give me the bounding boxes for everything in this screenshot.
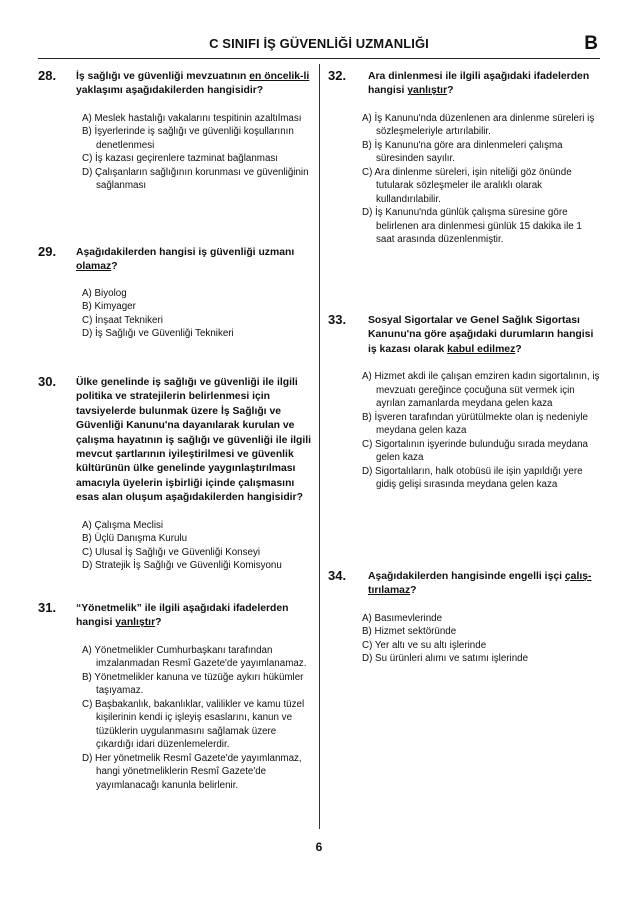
option-b[interactable]: B) Yönetmelikler kanuna ve tüzüğe aykırı hükümler taşıyamaz. xyxy=(82,671,304,697)
question-number: 32. xyxy=(328,68,347,83)
option-a[interactable]: A) İş Kanunu'nda düzenlenen ara dinlenme süreleri iş sözleşmeleriyle artırılabilir. xyxy=(362,112,595,138)
question-number: 29. xyxy=(38,244,57,259)
question-33 xyxy=(328,314,600,492)
option-a[interactable]: A) Meslek hastalığı vakalarını tespitinin azaltılması xyxy=(82,112,302,124)
option-b[interactable]: B) Kimyager xyxy=(82,301,136,313)
option-d[interactable]: D) Stratejik İş Sağlığı ve Güvenliği Komisyonu xyxy=(82,560,282,572)
option-a[interactable]: A) Basımevlerinde xyxy=(362,612,443,624)
option-a[interactable]: A) Hizmet akdi ile çalışan emziren kadın sigortalının, iş mevzuatı gereğince çocuğuna süt vermek için ayrılan zamanlarda meydana gelen kaza xyxy=(362,371,600,410)
options-list xyxy=(82,287,310,341)
option-b[interactable]: B) Hizmet sektöründe xyxy=(362,626,457,638)
option-c[interactable]: C) Yer altı ve su altı işlerinde xyxy=(362,639,487,651)
option-b[interactable]: B) İşyerlerinde iş sağlığı ve güvenliği koşullarının denetlenmesi xyxy=(82,126,294,151)
question-29 xyxy=(38,246,310,341)
options-list xyxy=(82,644,314,793)
option-c[interactable]: C) İnşaat Teknikeri xyxy=(82,314,163,326)
page-number: 6 xyxy=(315,840,323,854)
options-list xyxy=(362,112,600,247)
question-stem: “Yönetmelik” ile ilgili aşağıdaki ifadelerden hangisi yanlıştır? xyxy=(76,603,289,629)
question-32 xyxy=(328,70,600,247)
column-divider xyxy=(319,64,320,829)
option-d[interactable]: D) İş Kanunu'nda günlük çalışma süresine göre belirlenen ara dinlenmesi günlük 15 dakika ile 1 saat arasında düzenlenmiştir. xyxy=(362,207,582,246)
emphasis: kabul edilmez xyxy=(447,343,516,355)
question-stem: Ara dinlenmesi ile ilgili aşağıdaki ifadelerden hangisi yanlıştır? xyxy=(368,71,590,97)
options-list xyxy=(82,112,310,193)
emphasis: olamaz xyxy=(76,261,112,273)
question-stem: Ülke genelinde iş sağlığı ve güvenliği ile ilgili politika ve stratejilerin belirlenmesi için tavsiyelerde bulunmak üzere İş Sağlığı ve Güvenliği Kanunu'na dayanılarak kurulan ve çalışma hayatının iş sağlığı ve güvenliği ile ilgili mevcut şartlarının iyileştirilmesi ve güvenlik kültürünün ülke genelinde yaygınlaştırılması amacıyla üyelerin işbirliği içinde çalışmasını esas alan oluşum aşağıdakilerden hangisidir? xyxy=(76,377,312,504)
option-b[interactable]: B) İşveren tarafından yürütülmekte olan iş nedeniyle meydana gelen kaza xyxy=(362,411,588,437)
emphasis: yanlıştır xyxy=(407,85,448,97)
question-30 xyxy=(38,376,314,573)
option-a[interactable]: A) Yönetmelikler Cumhurbaşkanı tarafından imzalanmadan Resmî Gazete'de yayımlanamaz. xyxy=(82,644,307,670)
question-34 xyxy=(328,570,600,666)
question-number: 33. xyxy=(328,312,347,327)
option-d[interactable]: D) İş Sağlığı ve Güvenliği Teknikeri xyxy=(82,328,234,340)
emphasis: yanlıştır xyxy=(115,617,156,629)
option-c[interactable]: C) Ulusal İş Sağlığı ve Güvenliği Konseyi xyxy=(82,546,261,558)
option-a[interactable]: A) Biyolog xyxy=(82,287,127,299)
option-c[interactable]: C) İş kazası geçirenlere tazminat bağlanması xyxy=(82,153,279,165)
question-31 xyxy=(38,602,314,792)
exam-title: C SINIFI İŞ GÜVENLİĞİ UZMANLIĞI xyxy=(209,36,429,51)
option-d[interactable]: D) Çalışanların sağlığının korunması ve güvenliğinin sağlanması xyxy=(82,166,309,192)
options-list xyxy=(82,519,314,573)
emphasis: en öncelik-li xyxy=(249,71,310,82)
question-28 xyxy=(38,70,310,193)
question-stem: Aşağıdakilerden hangisinde engelli işçi çalış-tırılamaz? xyxy=(368,571,592,597)
option-d[interactable]: D) Sigortalıların, halk otobüsü ile işin yapıldığı yere gidiş gelişi sırasında meydana gelen kaza xyxy=(362,465,583,491)
question-number: 34. xyxy=(328,568,347,583)
header-divider xyxy=(38,58,600,59)
option-d[interactable]: D) Su ürünleri alımı ve satımı işlerinde xyxy=(362,653,529,665)
option-c[interactable]: C) Ara dinlenme süreleri, işin niteliği göz önünde tutularak sözleşmeler ile aralıklı olarak kullandırılabilir. xyxy=(362,166,572,205)
option-a[interactable]: A) Çalışma Meclisi xyxy=(82,519,164,531)
question-number: 30. xyxy=(38,374,57,389)
question-stem: Sosyal Sigortalar ve Genel Sağlık Sigortası Kanunu'na göre aşağıdaki durumların hangisi iş kazası olarak kabul edilmez? xyxy=(368,315,594,355)
question-number: 28. xyxy=(38,68,57,83)
question-number: 31. xyxy=(38,600,57,615)
question-stem: İş sağlığı ve güvenliği mevzuatının en öncelik-li yaklaşımı aşağıdakilerden hangisidir? xyxy=(76,71,310,97)
option-c[interactable]: C) Sigortalının işyerinde bulunduğu sırada meydana gelen kaza xyxy=(362,438,589,464)
booklet-type: B xyxy=(584,33,598,54)
option-b[interactable]: B) Üçlü Danışma Kurulu xyxy=(82,533,188,545)
option-b[interactable]: B) İş Kanunu'na göre ara dinlenmeleri çalışma süresinden sayılır. xyxy=(362,139,563,165)
emphasis: çalış-tırılamaz xyxy=(368,571,592,597)
question-stem: Aşağıdakilerden hangisi iş güvenliği uzmanı olamaz? xyxy=(76,247,295,273)
options-list xyxy=(362,612,600,666)
option-c[interactable]: C) Başbakanlık, bakanlıklar, valilikler ve kamu tüzel kişilerinin kendi iç işleyiş esaslarını, kanun ve tüzüklerin uygulanmasını sağlamak üzere çıkardığı idari düzenlemelerdir. xyxy=(82,698,305,751)
options-list xyxy=(362,370,600,492)
option-d[interactable]: D) Her yönetmelik Resmî Gazete'de yayımlanmaz, hangi yönetmeliklerin Resmî Gazete'de yayımlanacağı kanunla belirlenir. xyxy=(82,752,302,791)
